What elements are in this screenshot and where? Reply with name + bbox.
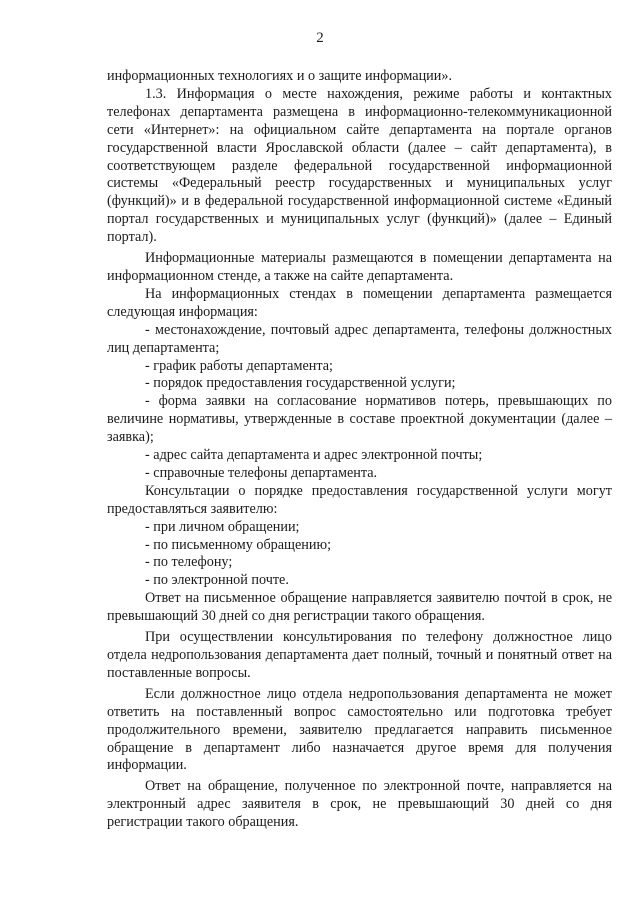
paragraph-continuation: информационных технологиях и о защите информации».	[107, 68, 453, 84]
paragraph-phone-consulting: При осуществлении консультирования по телефону должностное лицо отдела недропользования департамента дает полный, точный и понятный ответ на поставленные вопросы.	[107, 629, 612, 681]
list-item-procedure: - порядок предоставления государственной услуги;	[145, 375, 456, 392]
paragraph-info-materials: Информационные материалы размещаются в помещении департамента на информационном стенде, а также на сайте департамента.	[107, 250, 612, 284]
paragraph-cannot-answer: Если должностное лицо отдела недропользования департамента не может ответить на поставленный вопрос самостоятельно или подготовка требует продолжительного времени, заявителю предлагается направить письменное обращение в департамент либо назначается другое время для получения информации.	[107, 685, 612, 774]
paragraph-email-response: Ответ на обращение, полученное по электронной почте, направляется на электронный адрес заявителя в срок, не превышающий 30 дней со дня регистрации такого обращения.	[107, 778, 612, 831]
paragraph-1-3-info-location: 1.3. Информация о месте нахождения, режиме работы и контактных телефонах департамента размещена в информационно-телекоммуникационной сети «Интернет»: на официальном сайте департамента на портале органов государственной власти Ярославской области (далее – сайт департамента), в соответствующем разделе федеральной государственной информационной системы «Федеральный реестр государственных и муниципальных услуг (функций)» и в федеральной государственной информационной системе «Единый портал государственных и муниципальных услуг (функций)» (далее – Единый портал).	[107, 85, 612, 246]
page-number: 2	[316, 30, 324, 46]
list-item-location: - местонахождение, почтовый адрес департамента, телефоны должностных лиц департамента;	[107, 321, 612, 356]
list-item-email: - по электронной почте.	[145, 572, 289, 589]
list-item-written: - по письменному обращению;	[145, 536, 332, 553]
list-item-phones: - справочные телефоны департамента.	[145, 464, 378, 481]
paragraph-consultations: Консультации о порядке предоставления государственной услуги могут предоставляться заявителю:	[107, 482, 612, 517]
document-body	[107, 68, 612, 832]
paragraph-stands-intro: На информационных стендах в помещении департамента размещается следующая информация:	[107, 285, 612, 320]
list-item-phone: - по телефону;	[145, 554, 233, 571]
list-item-schedule: - график работы департамента;	[145, 357, 333, 374]
paragraph-written-response: Ответ на письменное обращение направляется заявителю почтой в срок, не превышающий 30 дней со дня регистрации такого обращения.	[107, 590, 612, 625]
list-item-application-form: - форма заявки на согласование нормативов потерь, превышающих по величине нормативы, утвержденные в составе проектной документации (далее – заявка);	[107, 393, 612, 446]
list-item-site-email: - адрес сайта департамента и адрес электронной почты;	[145, 447, 483, 464]
list-item-personal: - при личном обращении;	[145, 518, 300, 535]
